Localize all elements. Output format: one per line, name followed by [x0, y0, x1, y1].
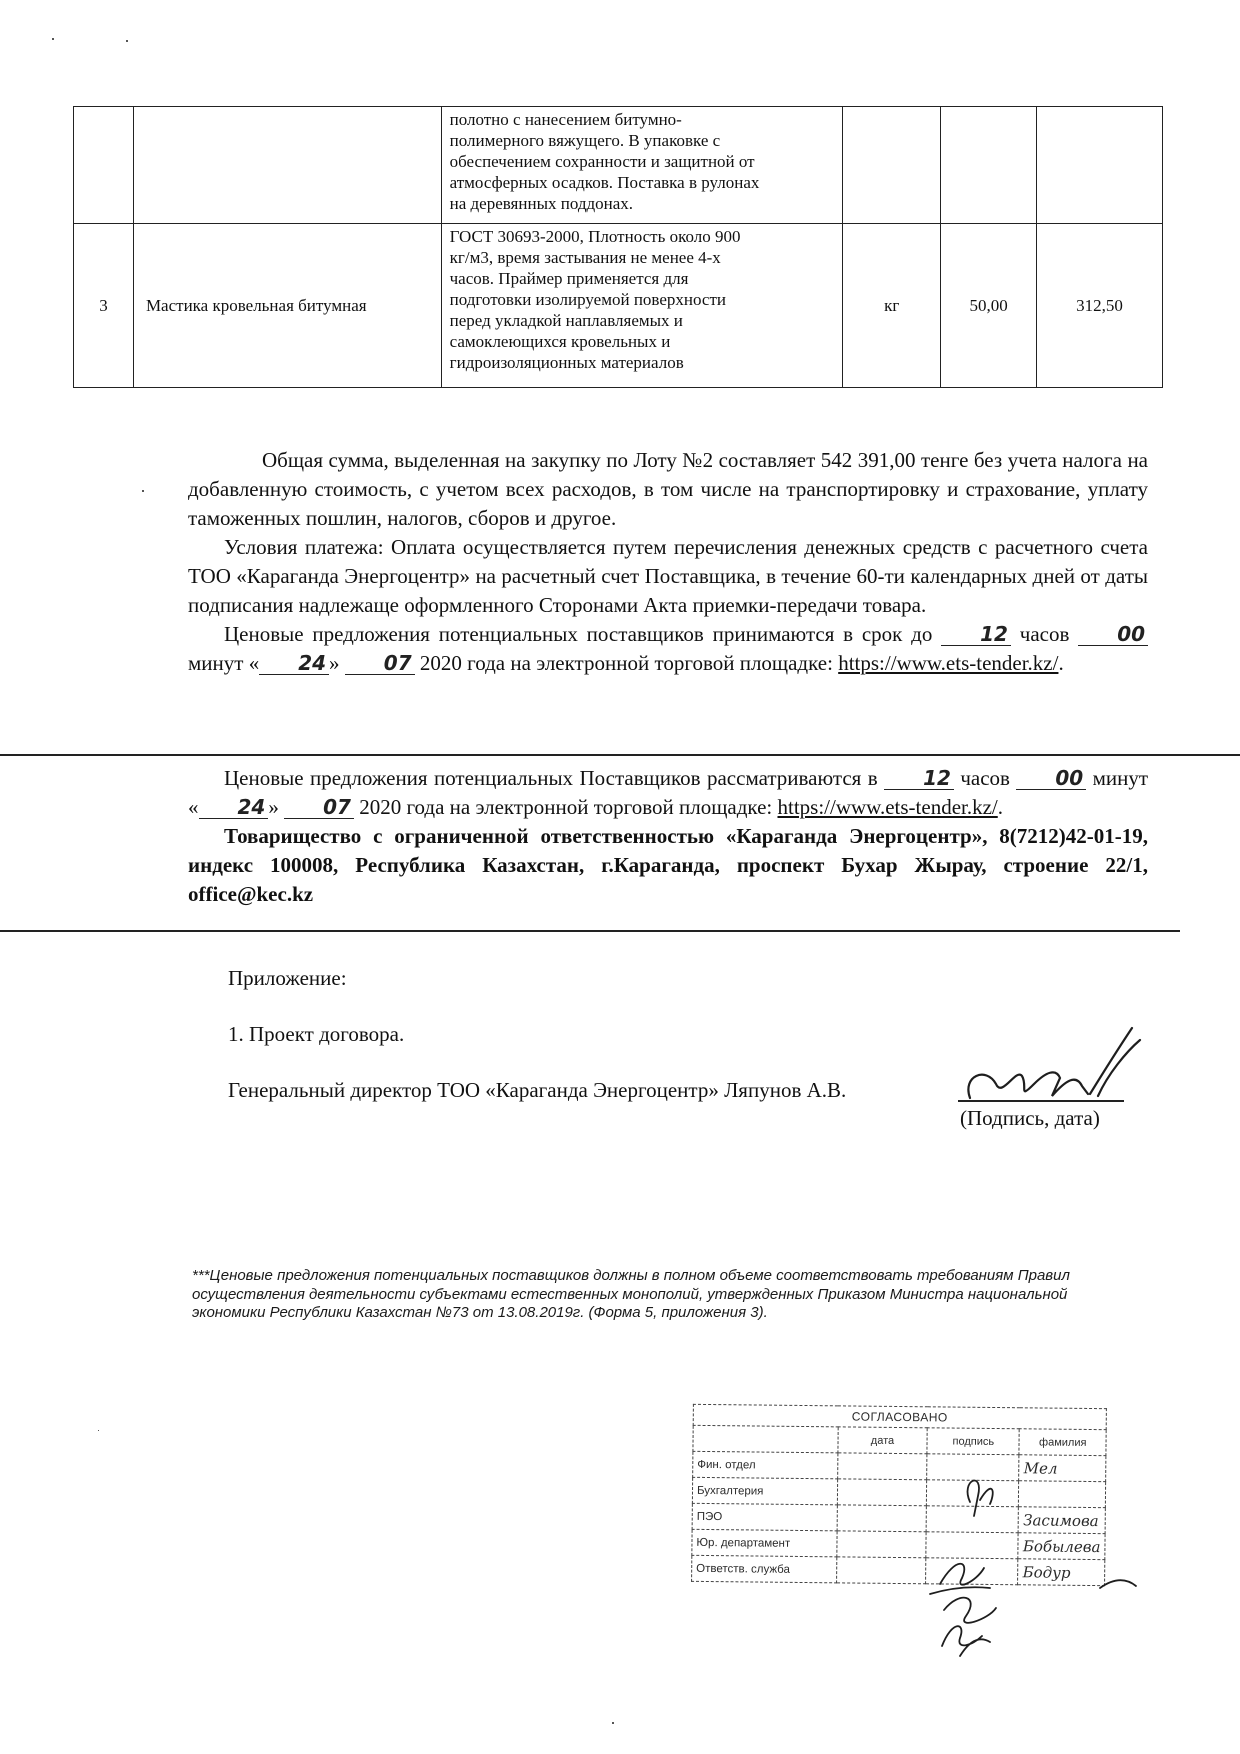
handwritten-minute: 00 [1016, 767, 1086, 790]
divider-line [0, 754, 1240, 756]
stamp-row: Бухгалтерия [692, 1477, 1105, 1507]
review-paragraph: Ценовые предложения потенциальных Поставщиков рассматриваются в 12 часов 00 минут « 24 » 07 2020 года на электронной торговой площадке: https://www.ets-tender.kz/. [188, 766, 1149, 819]
stamp-column-surname: фамилия [1019, 1429, 1106, 1456]
stamp-title: СОГЛАСОВАНО [693, 1404, 1106, 1429]
handwritten-day: 24 [259, 652, 329, 675]
item-unit [843, 107, 941, 224]
stamp-row: Фин. отдел Мел [693, 1451, 1106, 1481]
handwritten-hour: 12 [884, 767, 954, 790]
row-number [74, 107, 134, 224]
stamp-row: ПЭО Засимова [692, 1503, 1105, 1533]
handwritten-surname: Мел [1019, 1455, 1106, 1482]
item-price [1037, 107, 1163, 224]
handwritten-month: 07 [284, 796, 354, 819]
item-description: полотно с нанесением битумно- полимерного вяжущего. В упаковке с обеспечением сохранности и защитной от атмосферных осадков. Поставка в рулонах на деревянных поддонах. [441, 107, 843, 224]
deadline-paragraph: Ценовые предложения потенциальных поставщиков принимаются в срок до 12 часов 00 минут « 24 » 07 2020 года на электронной торговой площадке: https://www.ets-tender.kz/. [188, 620, 1148, 678]
signatory-line: Генеральный директор ТОО «Караганда Энергоцентр» Ляпунов А.В. [228, 1078, 847, 1102]
item-name [133, 107, 441, 224]
handwritten-month: 07 [345, 652, 415, 675]
handwritten-surname: Бодур [1018, 1559, 1105, 1586]
handwritten-surname: Засимова [1019, 1507, 1106, 1534]
handwritten-hour: 12 [941, 623, 1011, 646]
items-table [73, 106, 1163, 388]
ets-tender-link[interactable]: https://www.ets-tender.kz/ [777, 795, 998, 819]
stamp-signatures [900, 1460, 1150, 1660]
payment-terms-paragraph: Условия платежа: Оплата осуществляется путем перечисления денежных средств с расчетного счета ТОО «Караганда Энергоцентр» на расчетный счет Поставщика, в течение 60-ти календарных дней от даты подписания надлежаще оформленного Сторонами Акта приемки-передачи товара. [188, 535, 1148, 617]
total-amount-paragraph: Общая сумма, выделенная на закупку по Лоту №2 составляет 542 391,00 тенге без учета налога на добавленную стоимость, с учетом всех расходов, в том числе на транспортировку и страхование, уплату таможенных пошлин, налогов, сборов и другое. [188, 448, 1148, 530]
review-text [188, 764, 1148, 909]
director-signature [956, 1024, 1146, 1110]
attachment-item: 1. Проект договора. [228, 1022, 405, 1046]
item-quantity: 50,00 [941, 224, 1037, 388]
item-name: Мастика кровельная битумная [133, 224, 441, 388]
signature-caption: (Подпись, дата) [960, 1106, 1100, 1130]
item-description: ГОСТ 30693-2000, Плотность около 900 кг/м3, время застывания не менее 4-х часов. Праймер применяется для подготовки изолируемой поверхности перед укладкой наплавляемых и самоклеющихся кровельных и гидроизоляционных материалов [441, 224, 843, 388]
stamp-column-signature: подпись [927, 1428, 1020, 1455]
ets-tender-link[interactable]: https://www.ets-tender.kz/ [838, 651, 1059, 675]
row-number: 3 [74, 224, 134, 388]
item-quantity [941, 107, 1037, 224]
handwritten-surname: Бобылева [1018, 1533, 1105, 1560]
item-price: 312,50 [1037, 224, 1163, 388]
handwritten-minute: 00 [1078, 623, 1148, 646]
divider-line [0, 930, 1180, 932]
footnote: ***Ценовые предложения потенциальных поставщиков должны в полном объеме соответствовать требованиям Правил осуществления деятельности субъектами естественных монополий, утвержденных Приказом Министра национальной экономики Республики Казахстан №73 от 13.08.2019г. (Форма 5, приложения 3). [192, 1267, 1070, 1321]
handwritten-day: 24 [199, 796, 269, 819]
item-unit: кг [843, 224, 941, 388]
table-row [74, 107, 1163, 224]
stamp-column-date: дата [838, 1427, 928, 1454]
table-row [74, 224, 1163, 388]
stamp-row: Ответств. служба Бодур [692, 1555, 1105, 1585]
stamp-row: Юр. департамент Бобылева [692, 1529, 1105, 1559]
main-text [188, 446, 1148, 678]
attachments-label: Приложение: [228, 966, 347, 990]
company-details: Товарищество с ограниченной ответственностью «Караганда Энергоцентр», 8(7212)42-01-19, индекс 100008, Республика Казахстан, г.Караганда, проспект Бухар Жырау, строение 22/1, office@kec.kz [188, 824, 1148, 906]
